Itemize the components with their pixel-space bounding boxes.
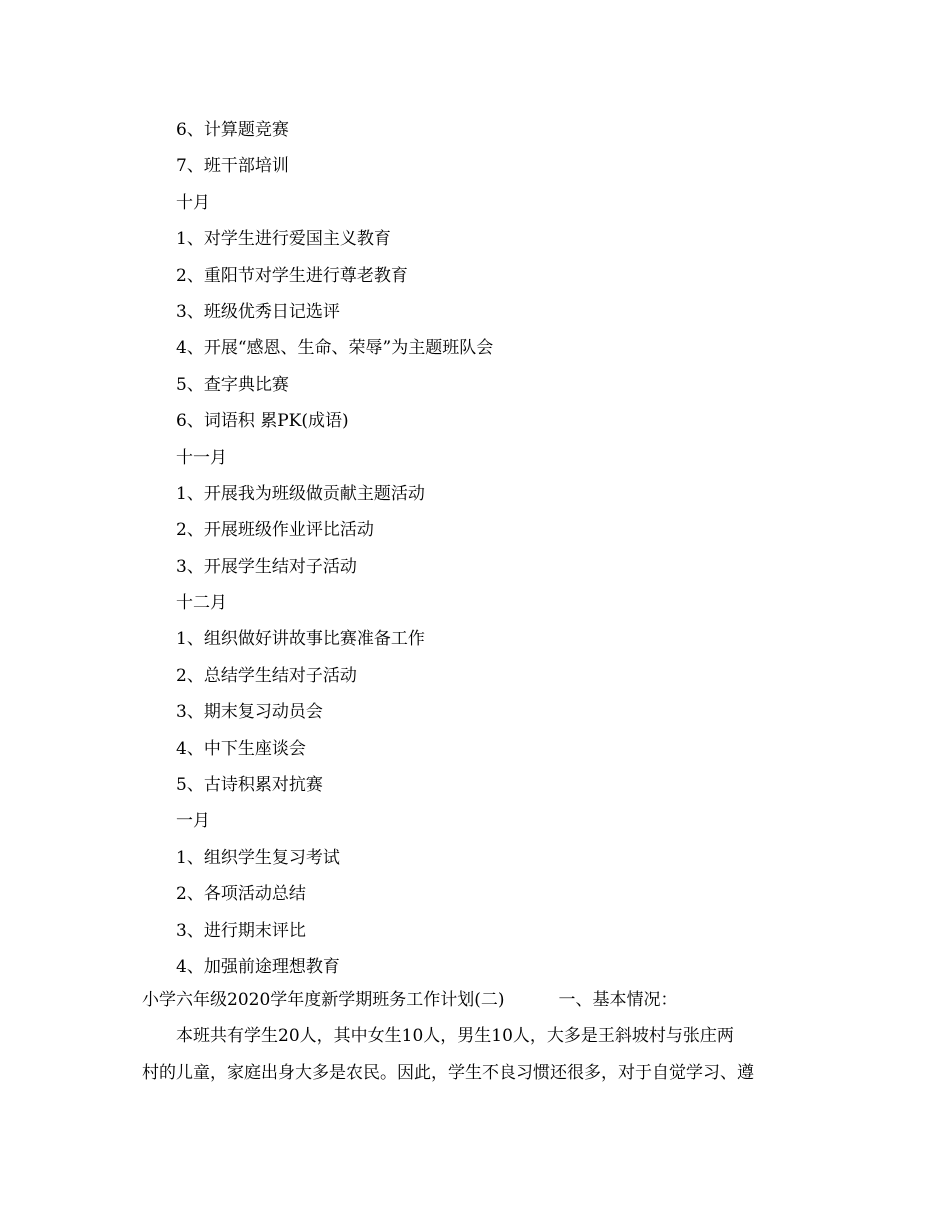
list-item: 2、开展班级作业评比活动 <box>176 520 374 541</box>
list-item: 4、开展“感恩、生命、荣辱”为主题班队会 <box>176 338 494 359</box>
paragraph-line: 本班共有学生20人，其中女生10人，男生10人，大多是王斜坡村与张庄两 <box>176 1026 734 1047</box>
list-item: 4、中下生座谈会 <box>176 738 306 759</box>
list-item: 5、古诗积累对抗赛 <box>176 775 323 796</box>
list-item: 4、加强前途理想教育 <box>176 956 340 977</box>
list-item: 3、进行期末评比 <box>176 920 306 941</box>
plan-section <box>142 986 822 1095</box>
plan-title: 小学六年级2020学年度新学期班务工作计划(二) <box>142 990 505 1010</box>
list-item: 2、总结学生结对子活动 <box>176 665 357 686</box>
month-heading-january: 一月 <box>176 811 210 832</box>
list-item: 2、重阳节对学生进行尊老教育 <box>176 265 408 286</box>
list-item: 3、班级优秀日记选评 <box>176 301 340 322</box>
list-item: 6、词语积 累PK(成语) <box>176 411 349 432</box>
month-heading-october: 十月 <box>176 192 210 213</box>
list-item: 7、班干部培训 <box>176 156 289 177</box>
paragraph-line: 村的儿童，家庭出身大多是农民。因此，学生不良习惯还很多，对于自觉学习、遵 <box>142 1062 754 1083</box>
list-item: 1、开展我为班级做贡献主题活动 <box>176 483 425 504</box>
list-item: 1、组织做好讲故事比赛准备工作 <box>176 629 425 650</box>
list-item: 3、期末复习动员会 <box>176 702 323 723</box>
section-heading: 一、基本情况： <box>558 990 678 1010</box>
list-item: 1、组织学生复习考试 <box>176 847 340 868</box>
month-heading-november: 十一月 <box>176 447 227 468</box>
plan-heading-line <box>142 986 822 1022</box>
list-item: 6、计算题竞赛 <box>176 120 289 140</box>
activity-list <box>176 116 816 989</box>
list-item: 5、查字典比赛 <box>176 374 289 395</box>
list-item: 2、各项活动总结 <box>176 884 306 905</box>
list-item: 3、开展学生结对子活动 <box>176 556 357 577</box>
month-heading-december: 十二月 <box>176 593 227 614</box>
list-item: 1、对学生进行爱国主义教育 <box>176 229 391 250</box>
